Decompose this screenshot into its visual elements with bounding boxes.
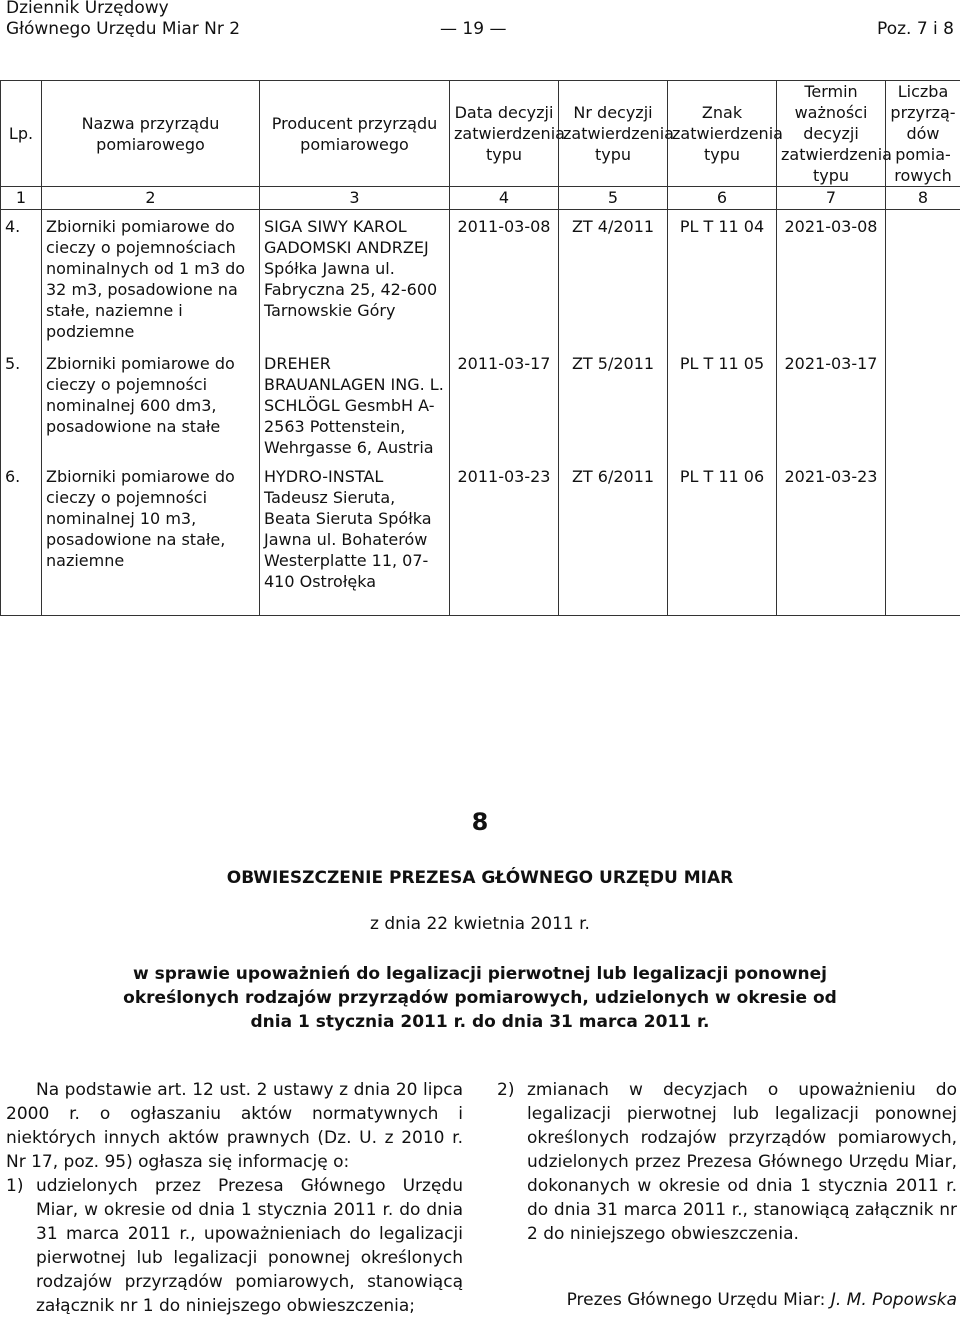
row-lp: 4. [1, 210, 42, 347]
journal-title-line2: Głównego Urzędu Miar Nr 2 [6, 19, 240, 40]
column-number: 7 [777, 187, 886, 210]
column-number: 5 [559, 187, 668, 210]
body-right-column [497, 1078, 957, 1246]
row-valid-until: 2021-03-08 [777, 210, 886, 347]
row-producer: SIGA SIWY KAROL GADOMSKI ANDRZEJ Spółka Jawna ul. Fabryczna 25, 42-600 Tarnowskie Góry [260, 210, 450, 347]
header-producer: Producent przyrządu pomiarowego [260, 81, 450, 187]
header-count: Liczba przyrzą-dów pomia-rowych [886, 81, 960, 187]
row-valid-until: 2021-03-17 [777, 347, 886, 460]
section-title: OBWIESZCZENIE PREZESA GŁÓWNEGO URZĘDU MIAR [0, 868, 960, 888]
list-item [6, 1174, 463, 1318]
approval-table [0, 80, 960, 616]
column-number: 2 [42, 187, 260, 210]
header-mark: Znak zatwierdzenia typu [668, 81, 777, 187]
row-count [886, 210, 960, 347]
row-lp: 6. [1, 460, 42, 616]
signature [497, 1290, 957, 1310]
row-number: ZT 5/2011 [559, 347, 668, 460]
column-number: 3 [260, 187, 450, 210]
page-number: — 19 — [440, 19, 506, 39]
signature-name: J. M. Popowska [831, 1290, 957, 1310]
table-header-row [1, 81, 960, 187]
column-number-row [1, 187, 960, 210]
column-number: 6 [668, 187, 777, 210]
header-date: Data decyzji zatwierdzenia typu [450, 81, 559, 187]
row-count [886, 347, 960, 460]
column-number: 4 [450, 187, 559, 210]
list-item [497, 1078, 957, 1246]
intro-paragraph: Na podstawie art. 12 ust. 2 ustawy z dnia 20 lipca 2000 r. o ogłaszaniu aktów normatywnych i niektórych innych aktów prawnych (Dz. U. z 2010 r. Nr 17, poz. 95) ogłasza się informację o: [6, 1078, 463, 1174]
row-mark: PL T 11 06 [668, 460, 777, 616]
row-number: ZT 4/2011 [559, 210, 668, 347]
row-mark: PL T 11 04 [668, 210, 777, 347]
row-mark: PL T 11 05 [668, 347, 777, 460]
header-lp: Lp. [1, 81, 42, 187]
row-producer: HYDRO-INSTAL Tadeusz Sieruta, Beata Sieruta Spółka Jawna ul. Bohaterów Westerplatte 11, 07-410 Ostrołęka [260, 460, 450, 616]
list-item-text: udzielonych przez Prezesa Głównego Urzędu Miar, w okresie od dnia 1 stycznia 2011 r. do dnia 31 marca 2011 r., upoważnieniach do legalizacji pierwotnej lub legalizacji ponownej określonych rodzajów przyrządów pomiarowych, stanowiącą załącznik nr 1 do niniejszego obwieszczenia; [36, 1174, 463, 1318]
running-header-journal [6, 0, 240, 40]
section-subject: w sprawie upoważnień do legalizacji pierwotnej lub legalizacji ponownej określonych rodzajów przyrządów pomiarowych, udzielonych w okresie od dnia 1 stycznia 2011 r. do dnia 31 marca 2011 r. [100, 962, 860, 1034]
header-valid-until: Termin ważności decyzji zatwierdzenia typu [777, 81, 886, 187]
row-valid-until: 2021-03-23 [777, 460, 886, 616]
table-row [1, 210, 960, 347]
section-number: 8 [0, 808, 960, 836]
column-number: 1 [1, 187, 42, 210]
row-lp: 5. [1, 347, 42, 460]
row-count [886, 460, 960, 616]
row-producer: DREHER BRAUANLAGEN ING. L. SCHLÖGL GesmbH A-2563 Pottenstein, Wehrgasse 6, Austria [260, 347, 450, 460]
header-name: Nazwa przyrządu pomiarowego [42, 81, 260, 187]
journal-title-line1: Dziennik Urzędowy [6, 0, 240, 19]
row-date: 2011-03-08 [450, 210, 559, 347]
row-name: Zbiorniki pomiarowe do cieczy o pojemnościach nominalnych od 1 m3 do 32 m3, posadowione na stałe, naziemne i podziemne [42, 210, 260, 347]
list-marker: 1) [6, 1174, 36, 1318]
table-row [1, 347, 960, 460]
list-item-text: zmianach w decyzjach o upoważnieniu do legalizacji pierwotnej lub legalizacji ponownej określonych rodzajów przyrządów pomiarowych, udzielonych przez Prezesa Głównego Urzędu Miar, dokonanych w okresie od dnia 1 stycznia 2011 r. do dnia 31 marca 2011 r., stanowiącą załącznik nr 2 do niniejszego obwieszczenia. [527, 1078, 957, 1246]
body-left-column [6, 1078, 463, 1318]
list-marker: 2) [497, 1078, 527, 1246]
row-name: Zbiorniki pomiarowe do cieczy o pojemności nominalnej 600 dm3, posadowione na stałe [42, 347, 260, 460]
row-date: 2011-03-23 [450, 460, 559, 616]
row-name: Zbiorniki pomiarowe do cieczy o pojemności nominalnej 10 m3, posadowione na stałe, naziemne [42, 460, 260, 616]
row-date: 2011-03-17 [450, 347, 559, 460]
header-number: Nr decyzji zatwierdzenia typu [559, 81, 668, 187]
section-date: z dnia 22 kwietnia 2011 r. [0, 914, 960, 934]
column-number: 8 [886, 187, 960, 210]
position-number: Poz. 7 i 8 [877, 19, 954, 39]
signature-role: Prezes Głównego Urzędu Miar: [567, 1290, 826, 1310]
table-row [1, 460, 960, 616]
row-number: ZT 6/2011 [559, 460, 668, 616]
